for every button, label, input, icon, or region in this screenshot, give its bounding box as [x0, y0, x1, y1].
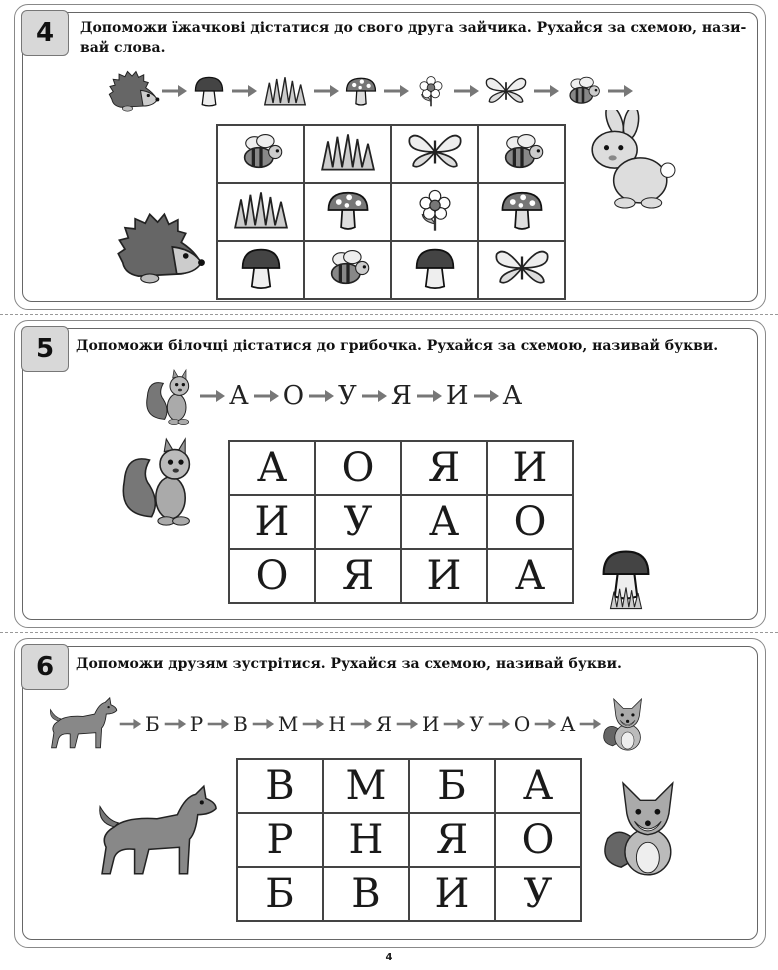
arrow-icon	[415, 388, 443, 404]
arrow-icon	[360, 388, 388, 404]
grid-cell[interactable]: Я	[315, 549, 401, 603]
task-5-letter-grid	[228, 440, 574, 604]
butterfly-icon	[406, 129, 464, 175]
grid-cell[interactable]	[391, 125, 478, 183]
arrow-icon	[452, 83, 480, 99]
grid-cell[interactable]: А	[229, 441, 315, 495]
seq-letter: Н	[328, 712, 346, 736]
task-4-sequence	[108, 68, 634, 114]
arrow-icon	[382, 83, 410, 99]
task-4-instruction-line2: вай слова.	[80, 40, 166, 56]
seq-letter: И	[421, 712, 440, 736]
grid-cell[interactable]: У	[495, 867, 581, 921]
grid-cell[interactable]: М	[323, 759, 409, 813]
arrow-icon	[206, 716, 230, 732]
grid-cell[interactable]: Я	[401, 441, 487, 495]
grid-cell[interactable]	[391, 183, 478, 241]
grid-cell[interactable]: А	[401, 495, 487, 549]
task-5-sequence	[142, 366, 525, 426]
grid-cell[interactable]: И	[487, 441, 573, 495]
arrow-icon	[578, 716, 602, 732]
grid-cell[interactable]: Б	[237, 867, 323, 921]
arrow-icon	[312, 83, 340, 99]
task-5-instruction: Допоможи білочці дістатися до грибочка. Рухайся за схемою, називай букви.	[76, 338, 719, 354]
task-5-number: 5	[21, 326, 69, 372]
grid-cell[interactable]: Б	[409, 759, 495, 813]
grass-icon	[230, 190, 292, 230]
arrow-icon	[472, 388, 500, 404]
seq-butterfly-icon	[484, 73, 528, 109]
seq-letter: В	[233, 712, 248, 736]
grid-cell[interactable]	[217, 125, 304, 183]
grass-icon	[317, 132, 379, 172]
grid-cell[interactable]	[217, 241, 304, 299]
grid-cell[interactable]	[478, 241, 565, 299]
arrow-icon	[118, 716, 142, 732]
bee-icon	[237, 130, 285, 174]
arrow-icon	[251, 716, 275, 732]
grid-cell[interactable]: Р	[237, 813, 323, 867]
task-4-picture-grid	[216, 124, 566, 300]
arrow-icon	[442, 716, 466, 732]
seq-letter: У	[338, 381, 357, 411]
bee-icon	[498, 130, 546, 174]
seq-letter: Я	[390, 381, 412, 411]
dashed-separator	[0, 314, 778, 315]
grid-cell[interactable]: Я	[409, 813, 495, 867]
grid-cell[interactable]: А	[495, 759, 581, 813]
rabbit-icon	[584, 110, 676, 214]
grid-cell[interactable]	[391, 241, 478, 299]
grid-cell[interactable]: И	[229, 495, 315, 549]
grid-cell[interactable]: У	[315, 495, 401, 549]
task-4-instruction-line1: Допоможи їжачкові дістатися до свого друга зайчика. Рухайся за схемою, нази-	[80, 20, 747, 36]
arrow-icon	[395, 716, 419, 732]
arrow-icon	[301, 716, 325, 732]
seq-letter: У	[469, 712, 484, 736]
wolf-icon	[94, 776, 220, 888]
task-6-letter-grid	[236, 758, 582, 922]
grid-cell[interactable]	[304, 241, 391, 299]
grid-cell[interactable]: А	[487, 549, 573, 603]
task-6-number: 6	[21, 644, 69, 690]
arrow-icon	[606, 83, 634, 99]
grid-cell[interactable]: Н	[323, 813, 409, 867]
mushroom-icon	[238, 245, 284, 291]
seq-fly-agaric-icon	[344, 74, 378, 108]
arrow-icon	[198, 388, 226, 404]
arrow-icon	[160, 83, 188, 99]
grid-cell[interactable]	[304, 183, 391, 241]
bee-icon	[324, 246, 372, 290]
task-6-sequence	[48, 692, 650, 756]
fly-agaric-icon	[498, 187, 546, 233]
grid-cell[interactable]: О	[229, 549, 315, 603]
mushroom-icon	[412, 245, 458, 291]
task-4-number: 4	[21, 10, 69, 56]
squirrel-icon	[118, 432, 202, 528]
grid-cell[interactable]: О	[487, 495, 573, 549]
squirrel-start-icon	[142, 366, 198, 426]
seq-bee-icon	[564, 73, 602, 109]
seq-letter: Р	[189, 712, 204, 736]
arrow-icon	[307, 388, 335, 404]
grid-cell[interactable]	[217, 183, 304, 241]
arrow-icon	[487, 716, 511, 732]
arrow-icon	[252, 388, 280, 404]
wolf-start-icon	[48, 692, 118, 756]
fox-icon	[602, 774, 688, 882]
seq-letter: О	[513, 712, 531, 736]
arrow-icon	[533, 716, 557, 732]
arrow-icon	[349, 716, 373, 732]
arrow-icon	[163, 716, 187, 732]
seq-letter: А	[560, 712, 576, 736]
grid-cell[interactable]	[478, 183, 565, 241]
seq-letter: О	[282, 381, 305, 411]
arrow-icon	[532, 83, 560, 99]
hedgehog-icon	[116, 208, 206, 288]
flower-icon	[412, 187, 458, 233]
grid-cell[interactable]: И	[401, 549, 487, 603]
fly-agaric-icon	[324, 187, 372, 233]
dashed-separator	[0, 632, 778, 633]
grid-cell[interactable]: В	[237, 759, 323, 813]
butterfly-icon	[493, 245, 551, 291]
seq-letter: Б	[145, 712, 160, 736]
grid-cell[interactable]: В	[323, 867, 409, 921]
grid-cell[interactable]: О	[495, 813, 581, 867]
seq-flower-icon	[414, 74, 448, 108]
seq-mushroom-icon	[192, 74, 226, 108]
seq-letter: Я	[375, 712, 392, 736]
grid-cell[interactable]: И	[409, 867, 495, 921]
seq-letter: А	[229, 381, 249, 411]
page-number: 4	[385, 952, 393, 963]
seq-letter: А	[502, 381, 523, 411]
grass-icon	[594, 586, 658, 610]
seq-letter: И	[445, 381, 469, 411]
grid-cell[interactable]	[478, 125, 565, 183]
grid-cell[interactable]	[304, 125, 391, 183]
seq-grass-icon	[262, 74, 308, 108]
grid-cell[interactable]: О	[315, 441, 401, 495]
fox-end-icon	[602, 694, 650, 754]
hedgehog-start-icon	[108, 68, 160, 114]
seq-letter: М	[277, 712, 299, 736]
task-6-instruction: Допоможи друзям зустрітися. Рухайся за схемою, називай букви.	[76, 656, 622, 672]
arrow-icon	[230, 83, 258, 99]
